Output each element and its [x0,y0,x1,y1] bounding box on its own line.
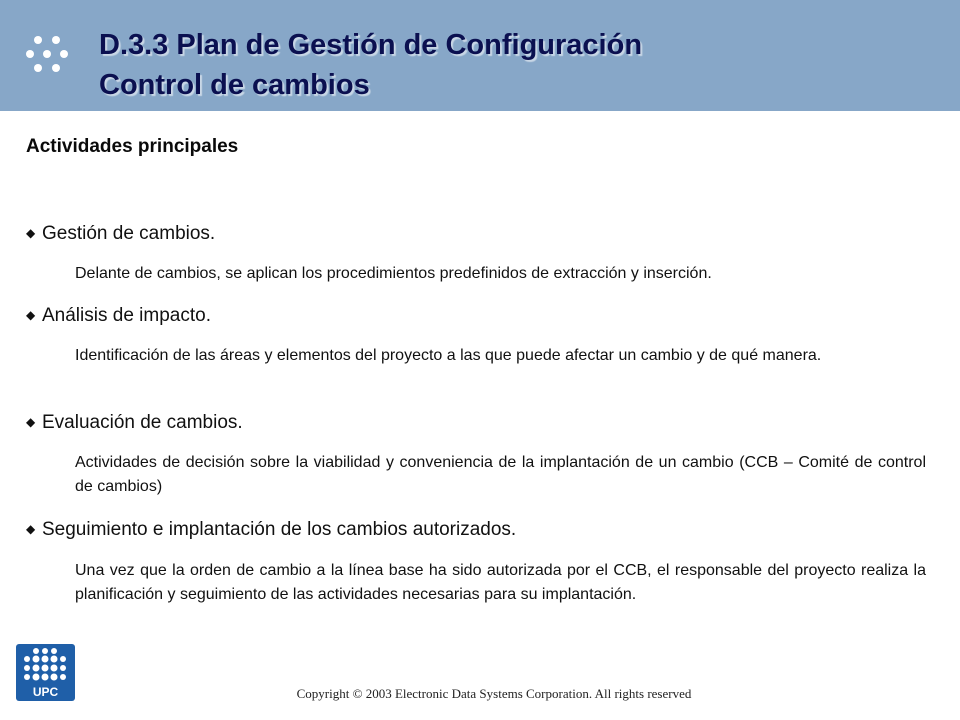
bullet-item-seguimiento [26,519,516,541]
bullet-label: Análisis de impacto. [42,305,211,326]
diamond-bullet-icon: ◆ [26,415,36,429]
bullet-item-evaluacion [26,412,243,434]
dots-icon [26,36,86,76]
bullet-label: Evaluación de cambios. [42,412,243,433]
bullet-description: Identificación de las áreas y elementos del proyecto a las que puede afectar un cambio y de qué manera. [75,347,822,364]
logo-text: UPC [32,685,59,699]
slide-title: D.3.3 Plan de Gestión de Configuración [99,29,643,61]
bullet-item-analisis [26,305,211,327]
bullet-item-gestion [26,223,215,245]
bullet-description: Actividades de decisión sobre la viabilidad y conveniencia de la implantación de un cambio (CCB – Comité de control de cambios) [75,454,926,495]
slide-title-line-2: Control de cambios [99,69,370,101]
diamond-bullet-icon: ◆ [26,226,36,240]
bullet-description: Una vez que la orden de cambio a la línea base ha sido autorizada por el CCB, el responsable del proyecto realiza la planificación y seguimiento de las actividades necesarias para su implantación. [75,562,926,603]
diamond-bullet-icon: ◆ [26,522,36,536]
bullet-label: Gestión de cambios. [42,223,216,244]
slide-header [0,0,960,111]
bullet-label: Seguimiento e implantación de los cambios autorizados. [42,519,517,540]
section-subtitle: Actividades principales [26,136,239,157]
bullet-description: Delante de cambios, se aplican los procedimientos predefinidos de extracción y inserción. [75,265,712,282]
copyright-notice: Copyright © 2003 Electronic Data Systems Corporation. All rights reserved [296,686,692,701]
diamond-bullet-icon: ◆ [26,308,36,322]
